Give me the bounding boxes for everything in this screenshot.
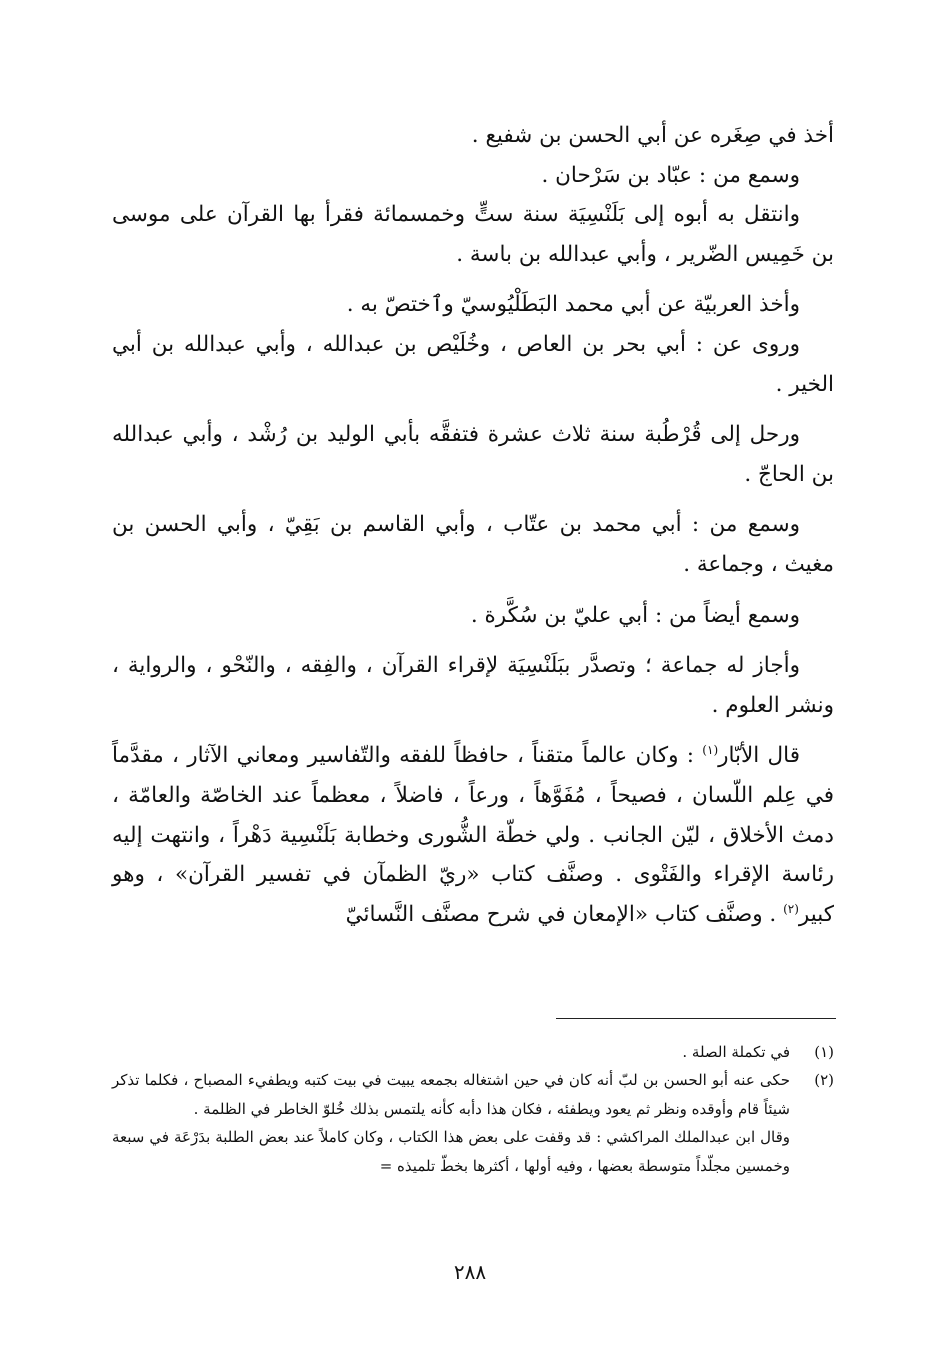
footnotes — [112, 1038, 834, 1180]
paragraph: وانتقل به أبوه إلى بَلَنْسِيَة سنة ستٍّ وخمسمائة فقرأ بها القرآن على موسى بن خَمِيس الضّرير ، وأبي عبدالله بن باسة . — [112, 202, 834, 267]
paragraph: وأجاز له جماعة ؛ وتصدَّر ببَلَنْسِيَة لإقراء القرآن ، والفِقه ، والنّحْو ، والرواية ، ونشر العلوم . — [112, 653, 834, 718]
paragraph: ورحل إلى قُرْطُبة سنة ثلاث عشرة فتفقَّه بأبي الوليد بن رُشْد ، وأبي عبدالله بن الحاجّ . — [112, 422, 834, 487]
footnote-number: (٢) — [814, 1071, 834, 1090]
footnote-line: في تكملة الصلة . — [682, 1043, 790, 1061]
paragraph-text: . وصنَّف كتاب «الإمعان في شرح مصنَّف النَّسائيّ — [345, 901, 784, 927]
paragraph: وسمع أيضاً من : أبي عليّ بن سُكَّرة . — [470, 602, 800, 628]
paragraph: وسمع من : أبي محمد بن عتّاب ، وأبي القاسم بن بَقِيّ ، وأبي الحسن بن مغيث ، وجماعة . — [112, 512, 834, 577]
footnote-text — [112, 1066, 790, 1180]
main-text — [112, 116, 834, 934]
footnote-ref[interactable]: (١) — [702, 743, 719, 758]
footnote-text — [112, 1038, 790, 1066]
footnote-ref[interactable]: (٢) — [783, 901, 799, 916]
paragraph: وأخذ العربيّة عن أبي محمد البَطَلْيُوسيّ وٱختصّ به . — [346, 292, 800, 318]
footnote-line: وقال ابن عبدالملك المراكشي : قد وقفت على بعض هذا الكتاب ، وكان كاملاً عند بعض الطلبة بدَرْعَة في سبعة وخمسين مجلّداً متوسطة بعضها ، وفيه أولها ، أكثرها بخطّ تلميذه = — [112, 1128, 790, 1175]
paragraph-text: : وكان عالماً متقناً ، حافظاً للفقه والتّفاسير ومعاني الآثار ، مقدَّماً في عِلم اللّسان ، فصيحاً ، مُفَوَّهاً ، ورعاً ، فاضلاً ، معظماً عند الخاصّة والعامّة ، دمث الأخلاق ، ليّن الجانب . ولي خطّة الشُّورى وخطابة بَلَنْسِية دَهْراً ، وانتهت إليه رئاسة الإقراء والفَتْوى . وصنَّف كتاب «ريّ الظمآن في تفسير القرآن» ، وهو كبير — [112, 743, 834, 927]
footnote-divider — [556, 1018, 836, 1019]
paragraph-text: قال الأبّار — [718, 743, 801, 769]
footnote — [112, 1038, 834, 1066]
paragraph: وروى عن : أبي بحر بن العاص ، وخُلَيْص بن عبدالله ، وأبي عبدالله بن أبي الخير . — [112, 331, 834, 397]
paragraph-with-notes — [112, 736, 834, 934]
footnote-line: حكى عنه أبو الحسن بن لبّ أنه كان في حين اشتغاله بجمعه يبيت في بيت كتبه ويطفيء المصباح ، فكلما تذكر شيئاً قام وأوقده ونظر ثم يعود ويطفئه ، فكان هذا دأبه كأنه يلتمس بذلك خُلوّ الخاطر في الظلمة . — [112, 1071, 790, 1118]
paragraph: أخذ في صِغَره عن أبي الحسن بن شفيع . — [471, 123, 834, 148]
page-number: ٢٨٨ — [453, 1260, 487, 1284]
paragraph: وسمع من : عبّاد بن سَرْحان . — [541, 162, 800, 188]
footnote — [112, 1066, 834, 1180]
footnote-number: (١) — [814, 1043, 834, 1061]
